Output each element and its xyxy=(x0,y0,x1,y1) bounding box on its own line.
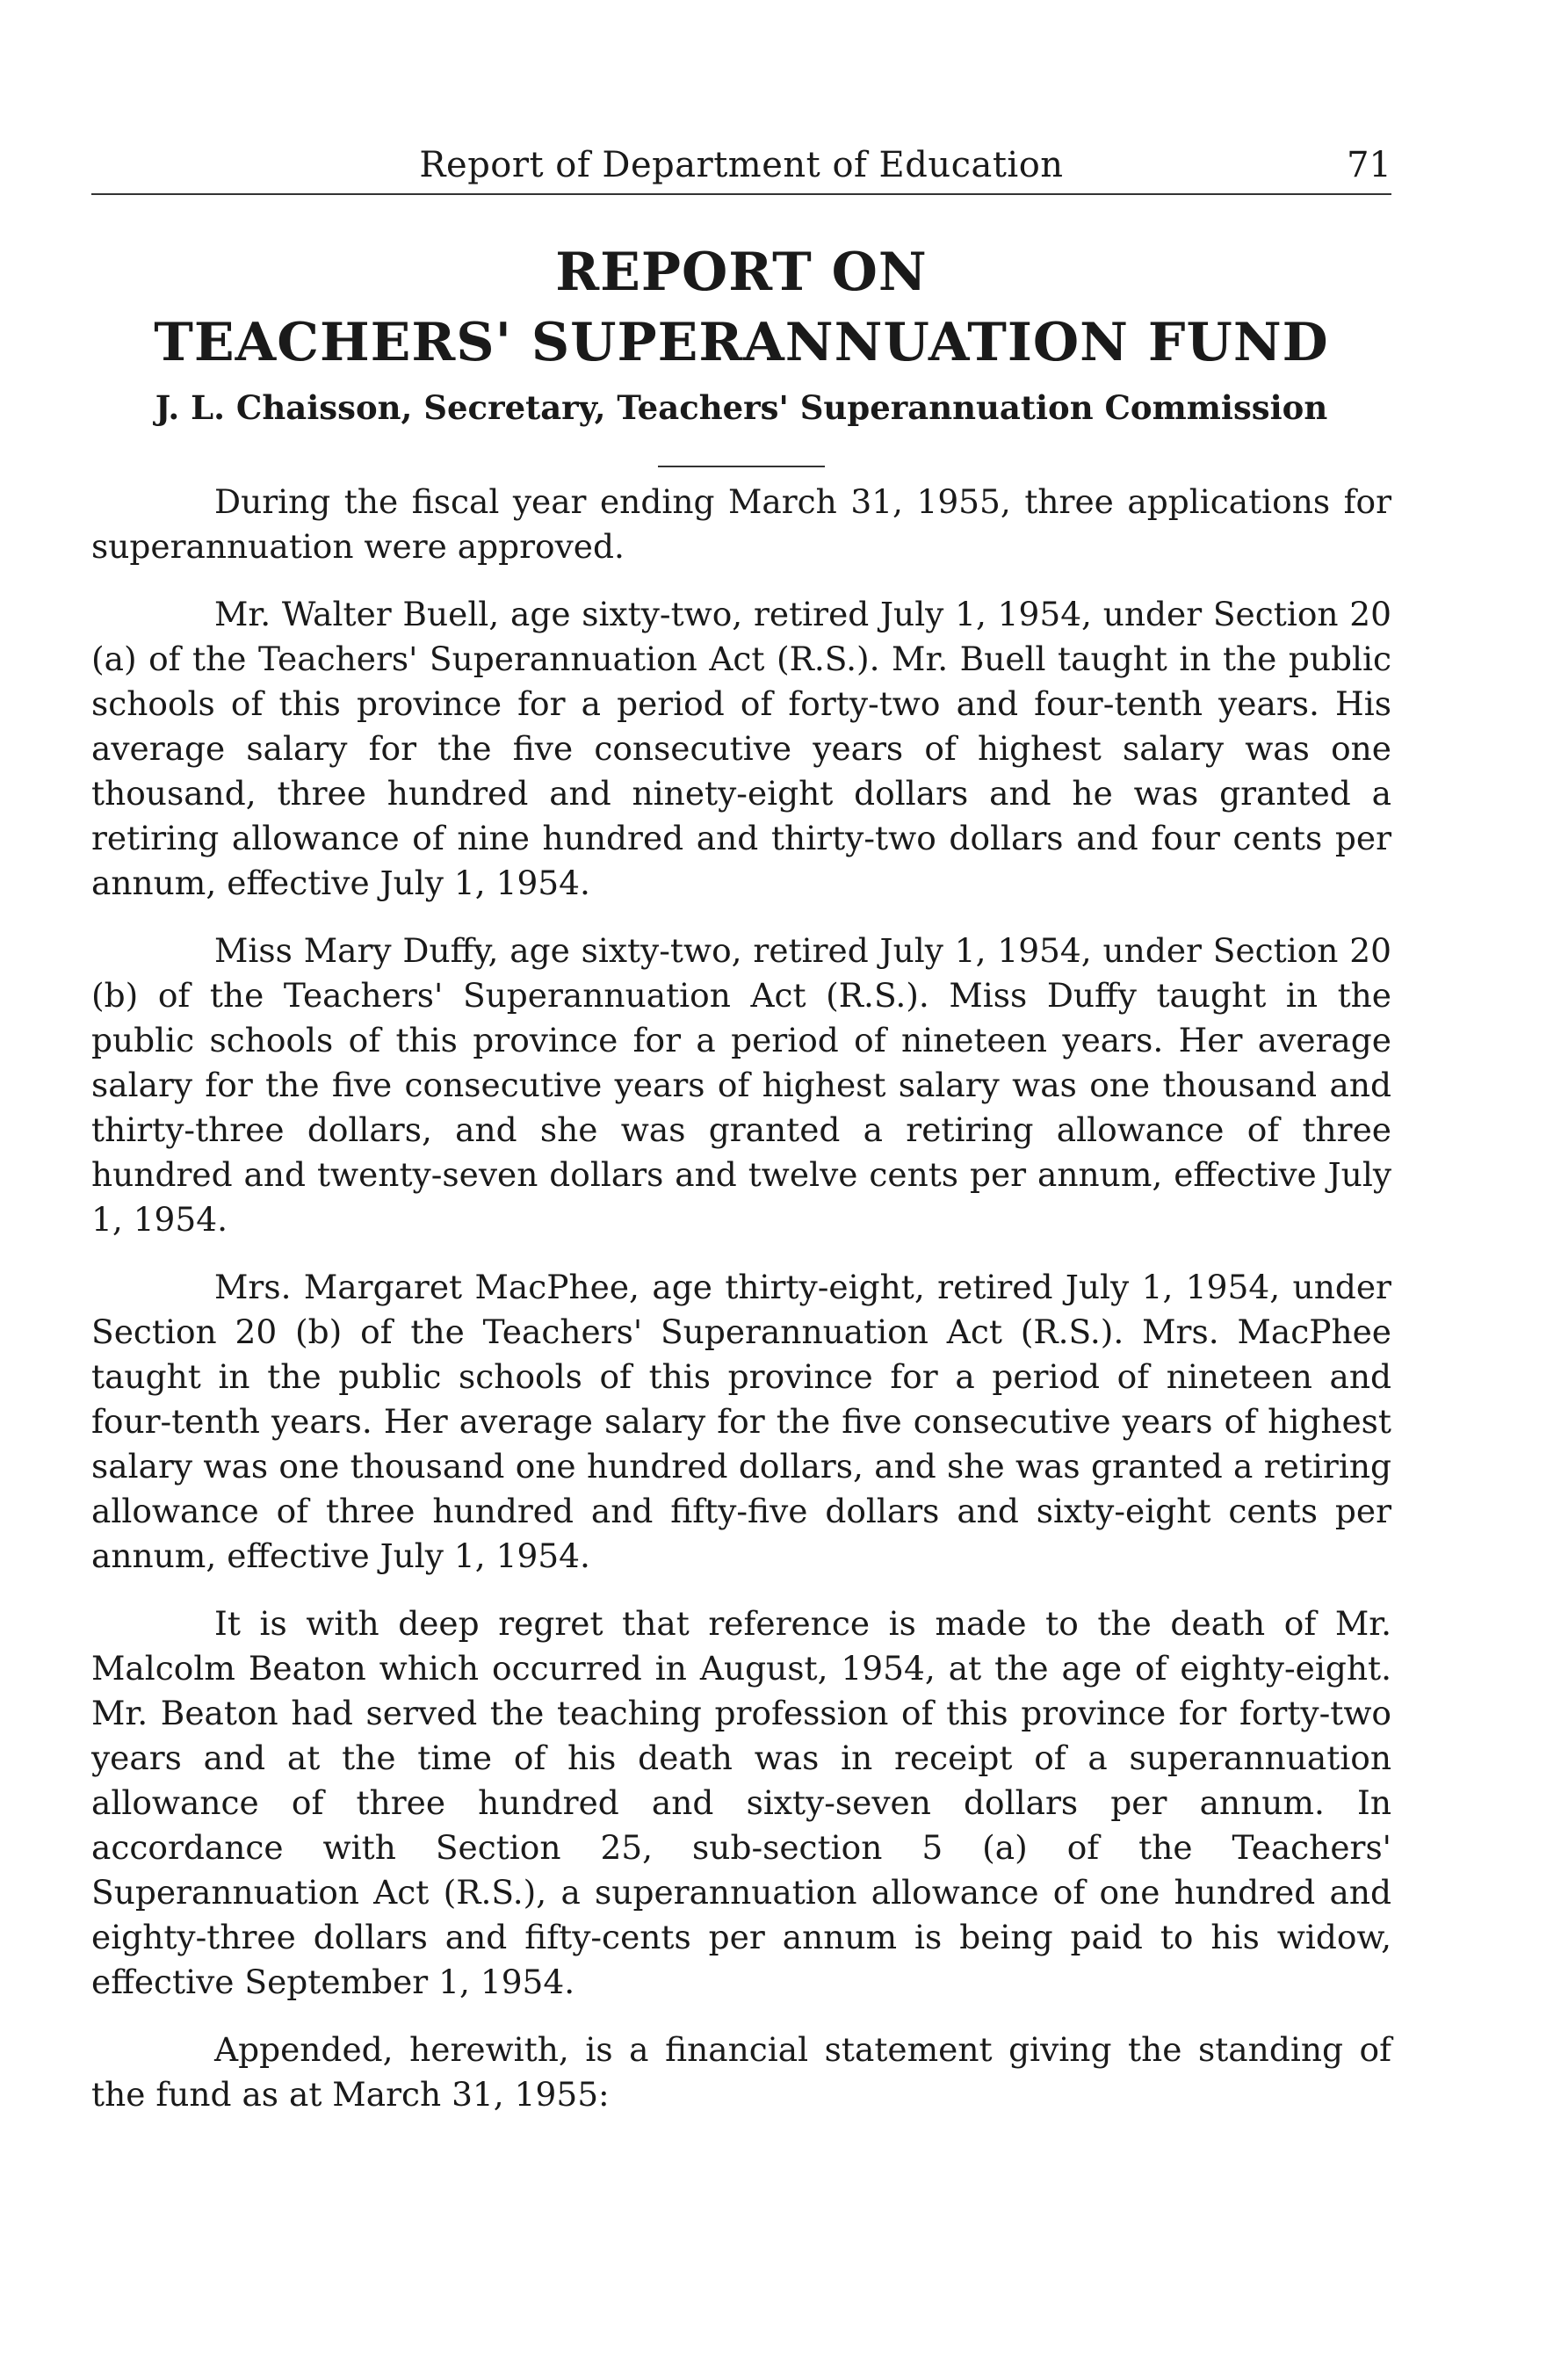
paragraph-duffy: Miss Mary Duffy, age sixty-two, retired July 1, 1954, under Section 20 (b) of the Teachers' Superannuation Act (R.S.). Miss Duffy taught in the public schools of this province for a period of nineteen years. Her average salary for the five consecutive years of highest salary was one thousand and thirty-three dollars, and she was granted a retiring allowance of three hundred and twenty-seven dollars and twelve cents per annum, effective July 1, 1954. xyxy=(91,931,1391,1239)
paragraph-buell: Mr. Walter Buell, age sixty-two, retired July 1, 1954, under Section 20 (a) of the Teachers' Superannuation Act (R.S.). Mr. Buell taught in the public schools of this province for a period of forty-two and four-tenth years. His average salary for the five consecutive years of highest salary was one thousand, three hundred and ninety-eight dollars and he was granted a retiring allowance of nine hundred and thirty-two dollars and four cents per annum, effective July 1, 1954. xyxy=(91,595,1391,902)
running-title: Report of Department of Education xyxy=(419,145,1064,185)
paragraph-beaton: It is with deep regret that reference is made to the death of Mr. Malcolm Beaton which occurred in August, 1954, at the age of eighty-eight. Mr. Beaton had served the teaching profession of this province for forty-two years and at the time of his death was in receipt of a superannuation allowance of three hundred and sixty-seven dollars per annum. In accordance with Section 25, sub-section 5 (a) of the Teachers' Superannuation Act (R.S.), a superannuation allowance of one hundred and eighty-three dollars and fifty-cents per annum is being paid to his widow, effective September 1, 1954. xyxy=(91,1604,1391,2001)
paragraph-statement: Appended, herewith, is a financial statement giving the standing of the fund as at March 31, 1955: xyxy=(91,2030,1391,2114)
paragraph-applications: During the fiscal year ending March 31, 1955, three applications for superannuation were approved. xyxy=(91,482,1391,566)
report-title-line-2: TEACHERS' SUPERANNUATION FUND xyxy=(154,312,1329,373)
report-body xyxy=(91,480,1391,2140)
report-byline: J. L. Chaisson, Secretary, Teachers' Superannuation Commission xyxy=(155,388,1328,427)
running-header xyxy=(91,141,1391,195)
report-title-line-1: REPORT ON xyxy=(555,242,928,303)
paragraph-macphee: Mrs. Margaret MacPhee, age thirty-eight, retired July 1, 1954, under Section 20 (b) of the Teachers' Superannuation Act (R.S.). Mrs. MacPhee taught in the public schools of this province for a period of nineteen and four-tenth years. Her average salary for the five consecutive years of highest salary was one thousand one hundred dollars, and she was granted a retiring allowance of three hundred and fifty-five dollars and sixty-eight cents per annum, effective July 1, 1954. xyxy=(91,1268,1391,1575)
page-number: 71 xyxy=(1347,145,1391,185)
title-divider xyxy=(658,466,825,467)
report-title-block xyxy=(91,237,1391,467)
